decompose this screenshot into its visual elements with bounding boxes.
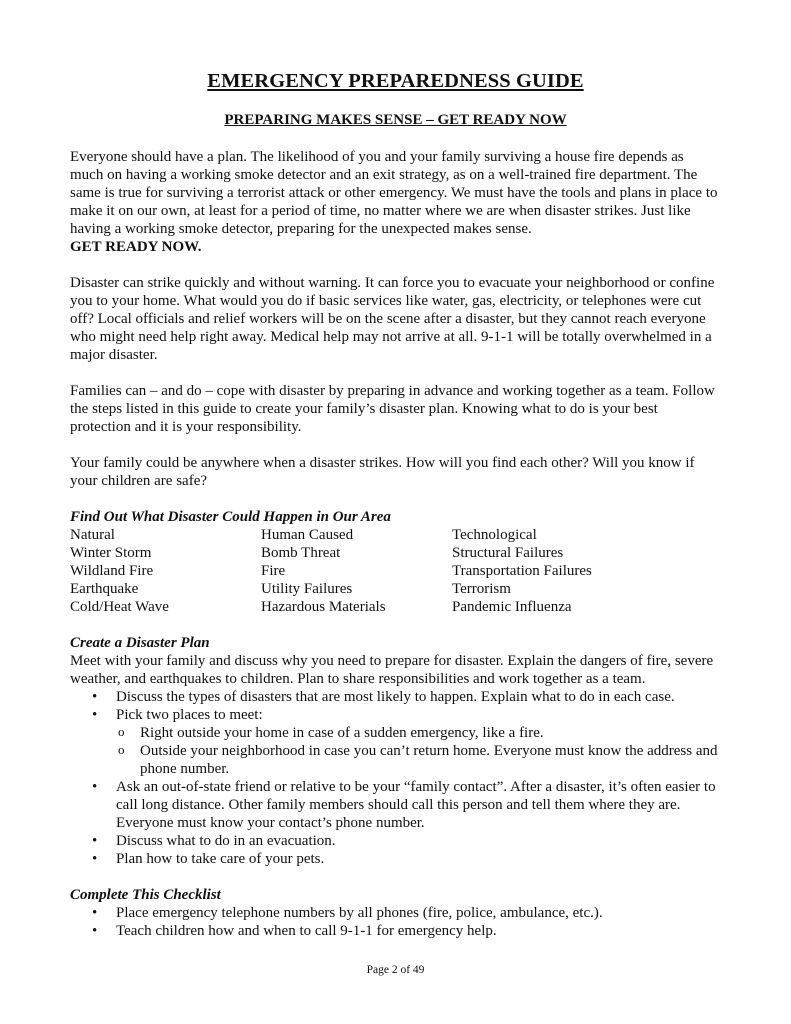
hazard-column-header: Natural xyxy=(70,527,115,543)
page-subtitle: PREPARING MAKES SENSE – GET READY NOW xyxy=(224,112,567,128)
hazards-heading: Find Out What Disaster Could Happen in Our Area xyxy=(70,509,391,525)
hazard-item: Hazardous Materials xyxy=(261,599,386,615)
hazard-column-header: Human Caused xyxy=(261,527,354,543)
sub-list-item: o Right outside your home in case of a sudden emergency, like a fire. xyxy=(140,724,720,742)
hazard-item: Terrorism xyxy=(452,581,511,597)
hazard-item: Structural Failures xyxy=(452,545,564,561)
document-body xyxy=(70,148,720,940)
paragraph-disaster-strike: Disaster can strike quickly and without warning. It can force you to evacuate your neighborhood or confine you to your home. What would you do if basic services like water, gas, electricity, or telephones were cut off? Local officials and relief workers will be on the scene after a disaster, but they cannot reach everyone who might need help right away. Medical help may not arrive at all. 9-1-1 will be totally overwhelmed in a major disaster. xyxy=(70,275,715,363)
intro-emphasis: GET READY NOW. xyxy=(70,239,202,255)
sub-list-item: o Outside your neighborhood in case you can’t return home. Everyone must know the address and phone number. xyxy=(140,742,720,778)
hazard-column-header: Technological xyxy=(452,527,537,543)
page-title: EMERGENCY PREPAREDNESS GUIDE xyxy=(207,70,584,92)
paragraph-families: Families can – and do – cope with disaster by preparing in advance and working together as a team. Follow the steps listed in this guide to create your family’s disaster plan. Knowing what to do is your best protection and it is your responsibility. xyxy=(70,383,715,435)
hazard-item: Bomb Threat xyxy=(261,545,341,561)
list-item: • Ask an out-of-state friend or relative to be your “family contact”. After a disaster, it’s often easier to call long distance. Other family members should call this person and tell them where they are. Everyone must know your contact’s phone number. xyxy=(116,778,720,832)
list-item: • Discuss what to do in an evacuation. xyxy=(116,832,720,850)
hazard-item: Wildland Fire xyxy=(70,563,154,579)
hazards-table xyxy=(70,526,720,616)
list-item: • Teach children how and when to call 9-1-1 for emergency help. xyxy=(116,922,720,940)
meeting-places-list xyxy=(116,724,720,778)
list-item-text: Pick two places to meet: xyxy=(116,707,263,723)
checklist-bullet-list xyxy=(70,904,720,940)
list-item: • Discuss the types of disasters that are most likely to happen. Explain what to do in each case. xyxy=(116,688,720,706)
list-item: • Place emergency telephone numbers by all phones (fire, police, ambulance, etc.). xyxy=(116,904,720,922)
hazard-item: Earthquake xyxy=(70,581,139,597)
hazard-item: Fire xyxy=(261,563,286,579)
plan-heading: Create a Disaster Plan xyxy=(70,635,210,651)
page-number: Page 2 of 49 xyxy=(366,964,425,976)
hazard-item: Utility Failures xyxy=(261,581,353,597)
intro-text: Everyone should have a plan. The likelihood of you and your family surviving a house fire depends as much on having a working smoke detector and an exit strategy, as on a well-trained fire department. The same is true for surviving a terrorist attack or other emergency. We must have the tools and plans in place to make it on our own, at least for a period of time, no matter where we are when disaster strikes. Just like having a working smoke detector, preparing for the unexpected makes sense. xyxy=(70,149,718,237)
hazard-item: Transportation Failures xyxy=(452,563,592,579)
plan-bullet-list xyxy=(70,688,720,868)
plan-intro: Meet with your family and discuss why you need to prepare for disaster. Explain the dangers of fire, severe weather, and earthquakes to children. Plan to share responsibilities and work together as a team. xyxy=(70,653,714,687)
intro-paragraph xyxy=(70,148,720,256)
checklist-heading: Complete This Checklist xyxy=(70,887,221,903)
hazard-item: Pandemic Influenza xyxy=(452,599,572,615)
paragraph-children: Your family could be anywhere when a disaster strikes. How will you find each other? Will you know if your children are safe? xyxy=(70,455,695,489)
list-item: • Plan how to take care of your pets. xyxy=(116,850,720,868)
hazard-item: Winter Storm xyxy=(70,545,152,561)
list-item xyxy=(116,706,720,778)
hazard-item: Cold/Heat Wave xyxy=(70,599,169,615)
